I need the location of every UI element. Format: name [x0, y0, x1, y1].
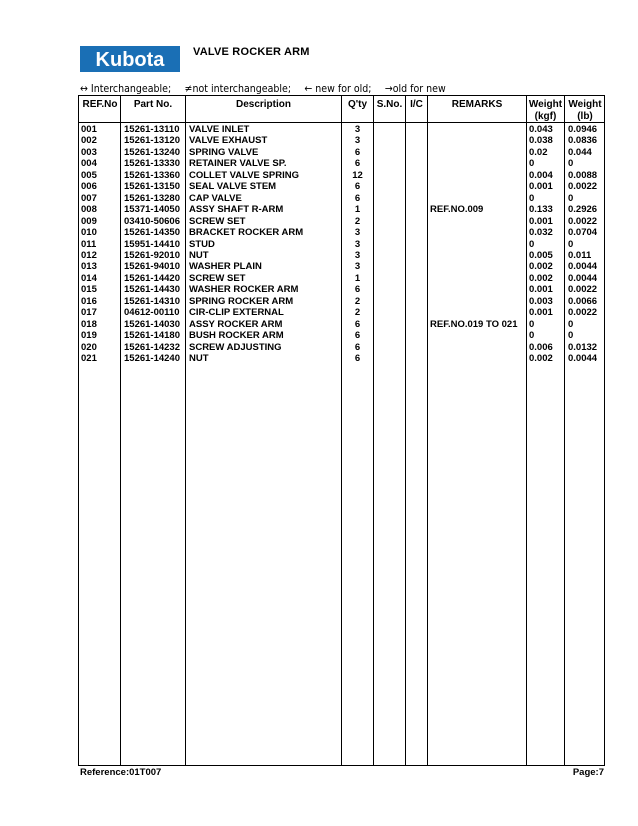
legend-old-for-new: →old for new [384, 82, 446, 95]
cell-quantity: 6 [354, 330, 361, 342]
cell-weight-kgf: 0.005 [529, 249, 553, 261]
cell-part-number: 15261-14350 [124, 227, 180, 239]
cell-part-number: 15261-14232 [124, 341, 180, 353]
table-row [0, 250, 638, 262]
cell-weight-kgf: 0.043 [529, 124, 553, 135]
table-row [0, 147, 638, 159]
cell-quantity: 1 [354, 272, 361, 284]
table-row [0, 181, 638, 193]
cell-quantity: 12 [352, 169, 363, 181]
cell-part-number: 15261-13110 [124, 124, 180, 135]
cell-weight-lb: 0.0044 [568, 261, 598, 273]
cell-quantity: 2 [354, 215, 361, 227]
cell-description: ASSY ROCKER ARM [189, 318, 283, 330]
table-row [0, 170, 638, 182]
cell-part-number: 15261-14180 [124, 330, 180, 342]
table-row [0, 135, 638, 147]
cell-weight-kgf: 0.032 [529, 227, 553, 239]
cell-weight-kgf: 0.004 [529, 169, 553, 181]
cell-weight-lb: 0.0132 [568, 341, 598, 353]
cell-ref: 001 [81, 124, 97, 135]
cell-quantity: 3 [354, 124, 361, 135]
col-header-remarks: REMARKS [451, 99, 503, 110]
cell-description: VALVE EXHAUST [189, 135, 268, 147]
cell-part-number: 15261-14240 [124, 353, 180, 364]
cell-description: SCREW SET [189, 215, 246, 227]
col-header-sno: S.No. [376, 99, 403, 110]
footer-page-number: Page:7 [572, 767, 604, 778]
cell-weight-lb: 0 [568, 158, 574, 170]
cell-weight-lb: 0.0946 [568, 124, 598, 135]
col-header-ic: I/C [410, 99, 423, 110]
cell-quantity: 6 [354, 192, 361, 204]
cell-weight-kgf: 0.038 [529, 135, 553, 147]
weight-lb-line1: Weight [568, 99, 602, 110]
cell-weight-kgf: 0.003 [529, 295, 553, 307]
cell-quantity: 6 [354, 353, 361, 364]
col-header-ref: REF.No [82, 99, 118, 110]
legend-new-for-old: ← new for old; [304, 82, 372, 95]
cell-weight-kgf: 0.001 [529, 307, 553, 319]
cell-ref: 007 [81, 192, 97, 204]
cell-quantity: 2 [354, 307, 361, 319]
cell-description: SPRING ROCKER ARM [189, 295, 294, 307]
page-title: VALVE ROCKER ARM [193, 46, 310, 58]
cell-weight-lb: 0.0066 [568, 295, 598, 307]
cell-description: SCREW SET [189, 272, 246, 284]
table-row [0, 124, 638, 136]
cell-description: NUT [189, 249, 209, 261]
col-header-weight-lb [565, 99, 605, 123]
table-row [0, 330, 638, 342]
cell-ref: 014 [81, 272, 97, 284]
cell-part-number: 15261-13330 [124, 158, 180, 170]
cell-part-number: 15261-14030 [124, 318, 180, 330]
cell-description: WASHER ROCKER ARM [189, 284, 299, 296]
cell-weight-kgf: 0.006 [529, 341, 553, 353]
legend-not-interchangeable: ≠not interchangeable; [184, 82, 292, 95]
cell-quantity: 6 [354, 318, 361, 330]
col-header-qty: Q'ty [347, 99, 368, 110]
cell-part-number: 15261-14310 [124, 295, 180, 307]
cell-description: ASSY SHAFT R-ARM [189, 204, 284, 216]
cell-part-number: 04612-00110 [124, 307, 180, 319]
table-row [0, 158, 638, 170]
cell-weight-lb: 0 [568, 330, 574, 342]
cell-weight-kgf: 0.002 [529, 272, 553, 284]
cell-quantity: 6 [354, 341, 361, 353]
cell-weight-kgf: 0.02 [529, 146, 548, 158]
cell-ref: 008 [81, 204, 97, 216]
cell-weight-lb: 0 [568, 238, 574, 250]
cell-ref: 012 [81, 249, 97, 261]
cell-quantity: 3 [354, 238, 361, 250]
cell-ref: 013 [81, 261, 97, 273]
cell-description: NUT [189, 353, 209, 364]
table-row [0, 342, 638, 354]
col-header-weight-kgf [527, 99, 564, 123]
cell-description: CIR-CLIP EXTERNAL [189, 307, 284, 319]
cell-part-number: 15261-14430 [124, 284, 180, 296]
cell-ref: 004 [81, 158, 97, 170]
cell-description: CAP VALVE [189, 192, 242, 204]
cell-quantity: 2 [354, 295, 361, 307]
cell-weight-kgf: 0 [529, 330, 535, 342]
cell-weight-kgf: 0.001 [529, 181, 553, 193]
table-row [0, 216, 638, 228]
cell-description: BUSH ROCKER ARM [189, 330, 284, 342]
cell-part-number: 15261-92010 [124, 249, 180, 261]
cell-part-number: 15371-14050 [124, 204, 180, 216]
cell-description: SCREW ADJUSTING [189, 341, 282, 353]
cell-ref: 006 [81, 181, 97, 193]
cell-weight-lb: 0.0088 [568, 169, 598, 181]
cell-part-number: 15951-14410 [124, 238, 180, 250]
cell-part-number: 15261-13150 [124, 181, 180, 193]
table-row [0, 204, 638, 216]
cell-weight-lb: 0.0836 [568, 135, 598, 147]
cell-ref: 002 [81, 135, 97, 147]
cell-weight-kgf: 0.001 [529, 215, 553, 227]
cell-ref: 016 [81, 295, 97, 307]
cell-description: RETAINER VALVE SP. [189, 158, 287, 170]
logo-text: Kubota [95, 49, 165, 71]
cell-ref: 017 [81, 307, 97, 319]
cell-weight-lb: 0.0022 [568, 181, 598, 193]
cell-part-number: 15261-14420 [124, 272, 180, 284]
cell-ref: 003 [81, 146, 97, 158]
cell-part-number: 15261-13360 [124, 169, 180, 181]
weight-lb-line2: (lb) [577, 111, 593, 122]
cell-quantity: 3 [354, 227, 361, 239]
cell-description: VALVE INLET [189, 124, 250, 135]
kubota-logo [80, 44, 180, 74]
cell-description: WASHER PLAIN [189, 261, 262, 273]
cell-ref: 015 [81, 284, 97, 296]
cell-weight-kgf: 0 [529, 192, 535, 204]
cell-part-number: 15261-94010 [124, 261, 180, 273]
cell-description: BRACKET ROCKER ARM [189, 227, 304, 239]
cell-weight-lb: 0.0704 [568, 227, 598, 239]
table-row [0, 284, 638, 296]
cell-ref: 018 [81, 318, 97, 330]
cell-weight-kgf: 0.001 [529, 284, 553, 296]
footer-reference: Reference:01T007 [80, 767, 162, 778]
cell-quantity: 1 [354, 204, 361, 216]
cell-ref: 005 [81, 169, 97, 181]
cell-ref: 020 [81, 341, 97, 353]
cell-part-number: 15261-13240 [124, 146, 180, 158]
table-row [0, 296, 638, 308]
cell-description: SEAL VALVE STEM [189, 181, 277, 193]
cell-ref: 011 [81, 238, 97, 250]
cell-quantity: 3 [354, 261, 361, 273]
cell-ref: 009 [81, 215, 97, 227]
cell-description: SPRING VALVE [189, 146, 259, 158]
cell-quantity: 6 [354, 181, 361, 193]
cell-weight-kgf: 0 [529, 318, 535, 330]
cell-remarks: REF.NO.019 TO 021 [430, 318, 518, 330]
cell-quantity: 6 [354, 158, 361, 170]
cell-weight-lb: 0.0044 [568, 272, 598, 284]
cell-weight-lb: 0.0022 [568, 284, 598, 296]
weight-kgf-line2: (kgf) [534, 111, 557, 122]
cell-weight-lb: 0.0022 [568, 307, 598, 319]
table-row [0, 353, 638, 365]
cell-part-number: 03410-50606 [124, 215, 180, 227]
cell-weight-kgf: 0.002 [529, 353, 553, 364]
col-header-description: Description [235, 99, 291, 110]
cell-description: STUD [189, 238, 215, 250]
legend-interchangeable: ↔ Interchangeable; [80, 82, 172, 95]
cell-ref: 021 [81, 353, 97, 364]
cell-part-number: 15261-13120 [124, 135, 180, 147]
cell-weight-kgf: 0 [529, 238, 535, 250]
table-row [0, 261, 638, 273]
cell-ref: 010 [81, 227, 97, 239]
cell-weight-kgf: 0.133 [529, 204, 553, 216]
table-row [0, 227, 638, 239]
cell-weight-lb: 0.011 [568, 249, 592, 261]
header-divider [78, 122, 605, 123]
cell-ref: 019 [81, 330, 97, 342]
table-row [0, 273, 638, 285]
cell-weight-kgf: 0 [529, 158, 535, 170]
legend [80, 82, 456, 95]
cell-quantity: 3 [354, 135, 361, 147]
cell-weight-lb: 0.2926 [568, 204, 598, 216]
cell-remarks: REF.NO.009 [430, 204, 484, 216]
col-header-part: Part No. [133, 99, 173, 110]
cell-weight-lb: 0.0044 [568, 353, 598, 364]
cell-weight-lb: 0 [568, 318, 574, 330]
table-row [0, 307, 638, 319]
cell-part-number: 15261-13280 [124, 192, 180, 204]
table-row [0, 239, 638, 251]
cell-weight-lb: 0.044 [568, 146, 592, 158]
table-row [0, 319, 638, 331]
cell-description: COLLET VALVE SPRING [189, 169, 299, 181]
cell-weight-lb: 0.0022 [568, 215, 598, 227]
cell-weight-kgf: 0.002 [529, 261, 553, 273]
cell-quantity: 6 [354, 284, 361, 296]
cell-quantity: 6 [354, 146, 361, 158]
cell-weight-lb: 0 [568, 192, 574, 204]
weight-kgf-line1: Weight [528, 99, 563, 110]
table-row [0, 193, 638, 205]
cell-quantity: 3 [354, 249, 361, 261]
